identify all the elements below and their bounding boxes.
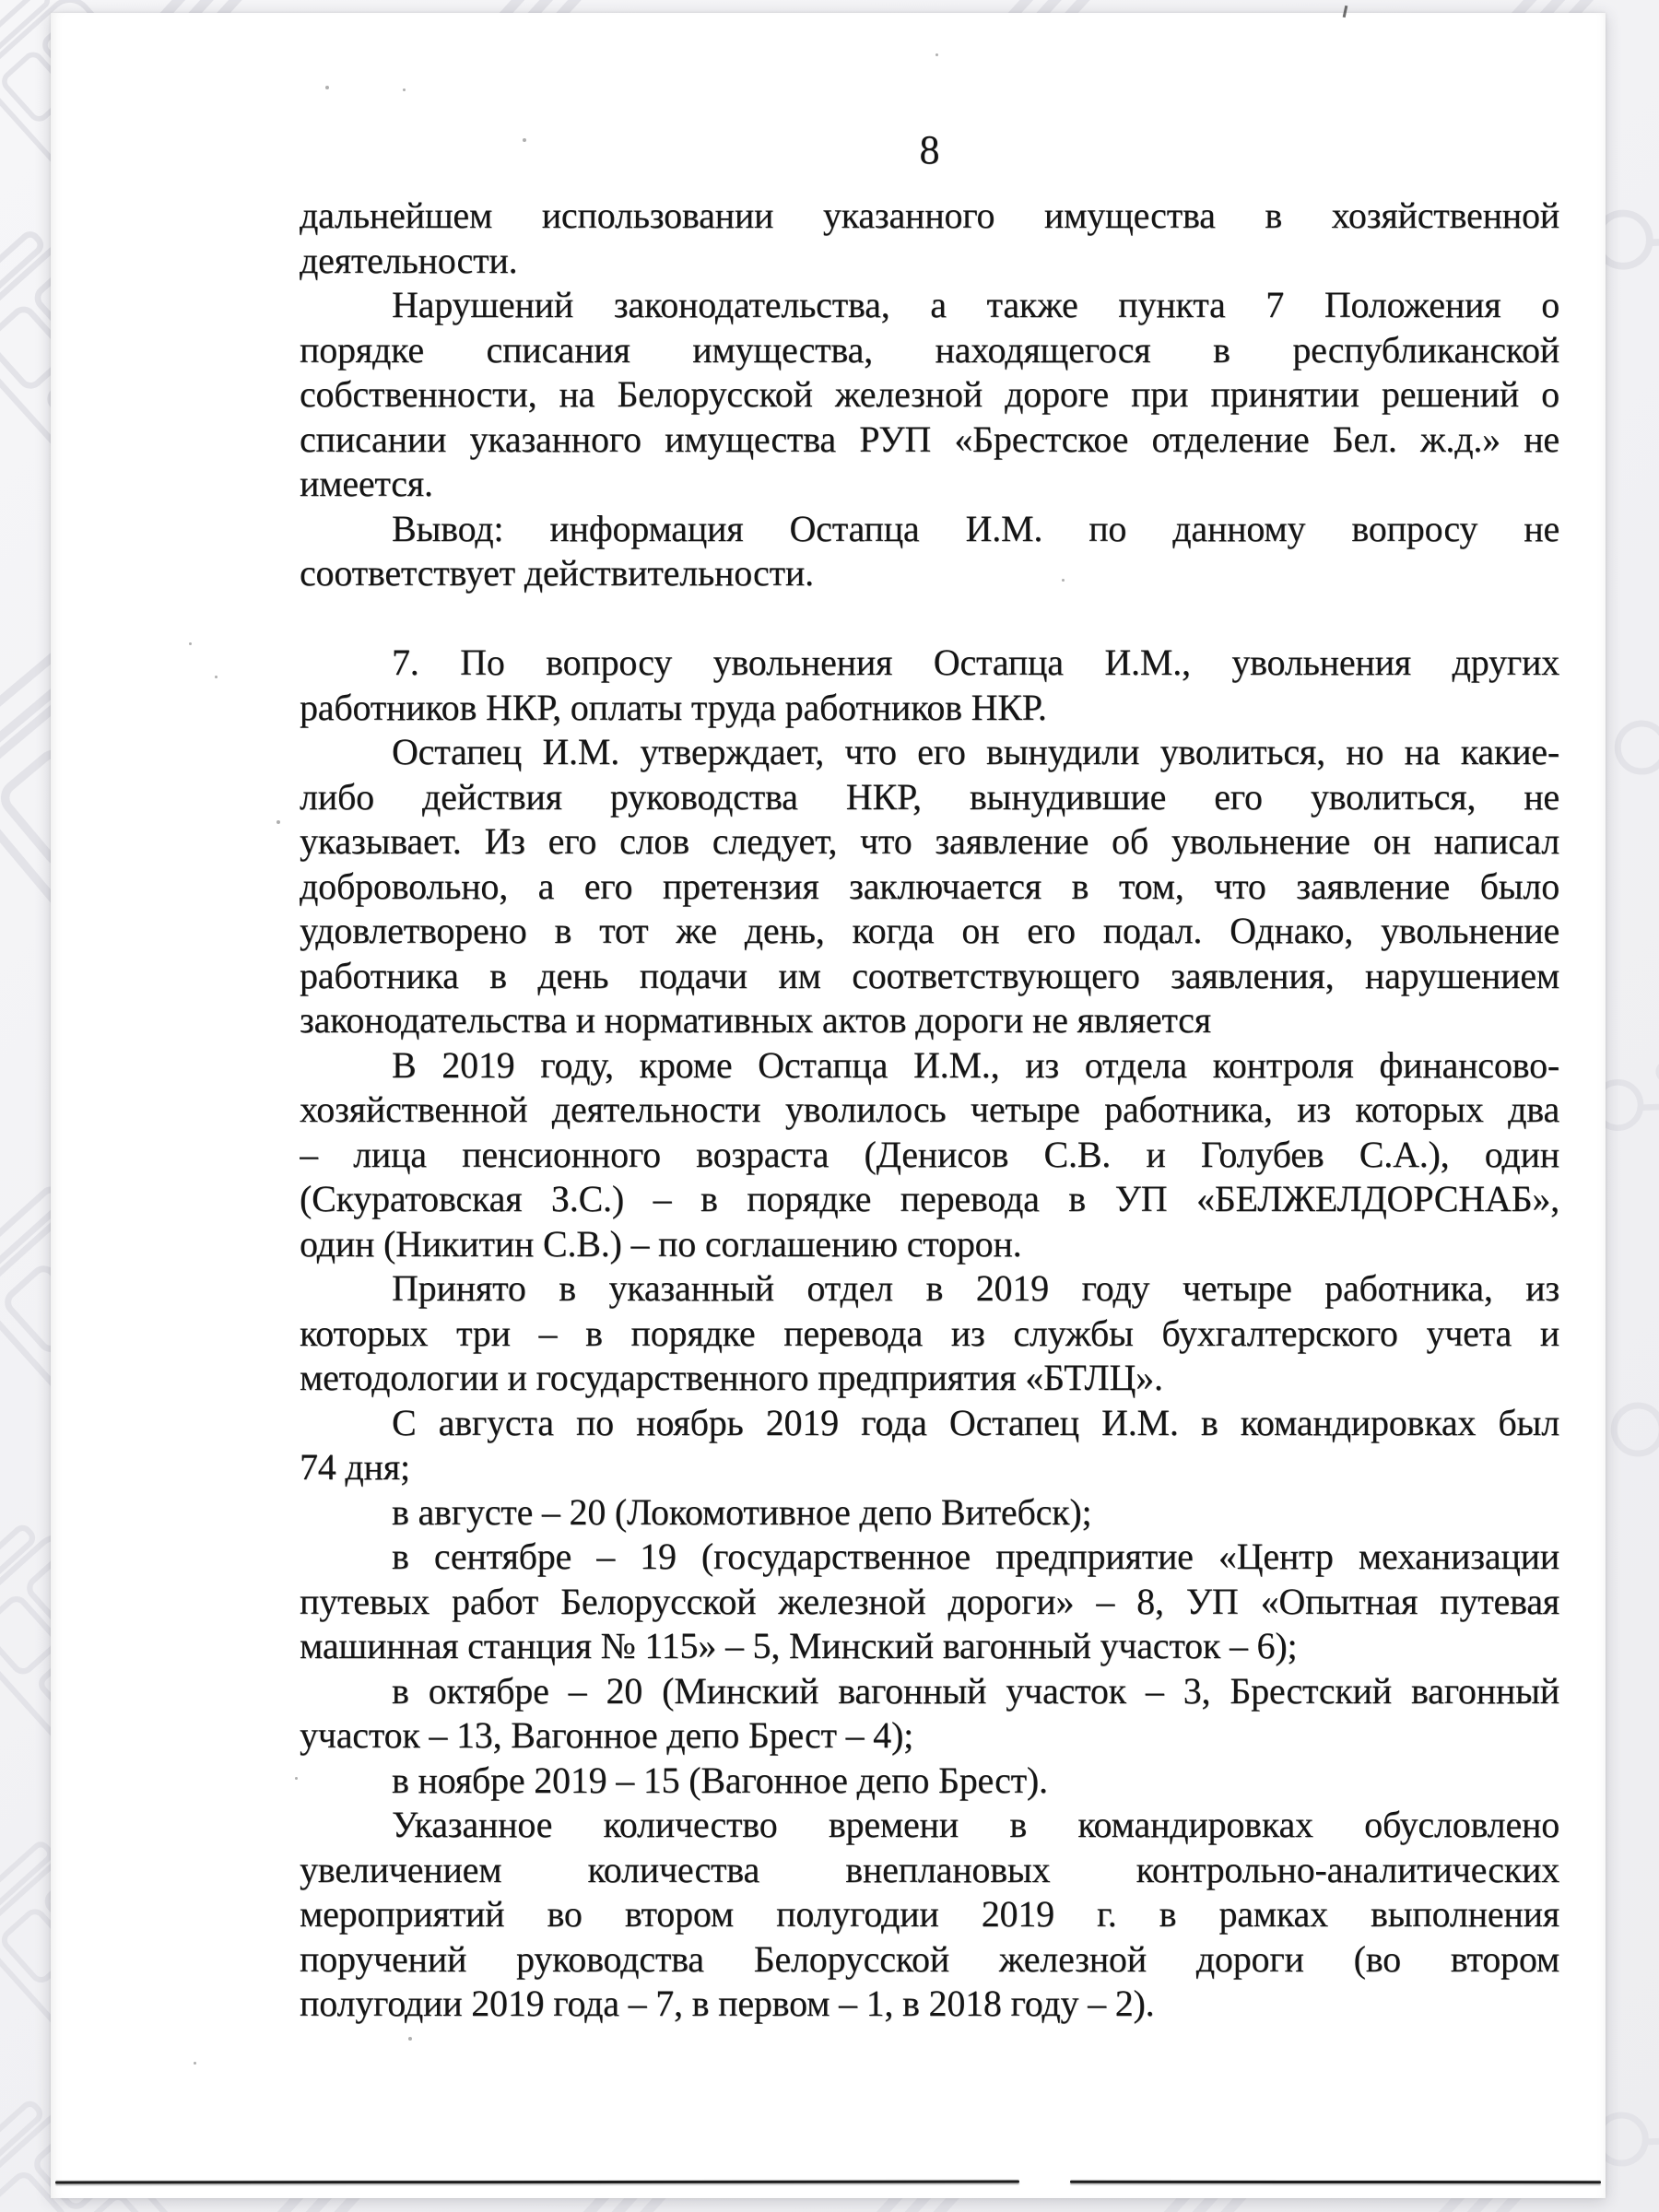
page-number: 8 bbox=[919, 127, 940, 172]
text-line: поручений руководства Белорусской железной дороги (во втором bbox=[300, 1937, 1559, 1980]
text-line: – лица пенсионного возраста (Денисов С.В. и Голубев С.А.), один bbox=[300, 1133, 1559, 1175]
paragraph bbox=[300, 1803, 1559, 2027]
scan-artifact-line bbox=[1070, 2181, 1601, 2183]
text-line: в октябре – 20 (Минский вагонный участок – 3, Брестский вагонный bbox=[392, 1669, 1559, 1712]
text-line: Вывод: информация Остапца И.М. по данному вопросу не bbox=[392, 507, 1559, 549]
document-text bbox=[300, 194, 1559, 2027]
text-line: С августа по ноябрь 2019 года Остапец И.М. в командировках был bbox=[392, 1401, 1559, 1443]
text-line: 74 дня; bbox=[300, 1446, 410, 1488]
text-line: в августе – 20 (Локомотивное депо Витебск); bbox=[392, 1490, 1092, 1533]
text-line: работника в день подачи им соответствующего заявления, нарушением bbox=[300, 954, 1559, 996]
text-line: Принято в указанный отдел в 2019 году четыре работника, из bbox=[392, 1267, 1559, 1309]
paragraph bbox=[300, 1266, 1559, 1401]
text-line: указывает. Из его слов следует, что заявление об увольнение он написал bbox=[300, 820, 1559, 862]
scan-speck bbox=[295, 1777, 298, 1780]
text-line: имеется. bbox=[300, 463, 433, 504]
text-line: хозяйственной деятельности уволилось четыре работника, из которых два bbox=[300, 1088, 1559, 1130]
text-line: один (Никитин С.В.) – по соглашению сторон. bbox=[300, 1222, 1022, 1265]
scan-speck bbox=[403, 88, 406, 91]
text-line: Указанное количество времени в командировках обусловлено bbox=[392, 1804, 1559, 1845]
page-content bbox=[300, 13, 1559, 2027]
scan-speck bbox=[215, 676, 218, 678]
text-line: работников НКР, оплаты труда работников НКР. bbox=[300, 686, 1047, 728]
scan-speck bbox=[325, 86, 329, 89]
paragraph bbox=[300, 730, 1559, 1043]
paragraph bbox=[300, 1535, 1559, 1669]
text-line: участок – 13, Вагонное депо Брест – 4); bbox=[300, 1714, 914, 1756]
text-line: увеличением количества внеплановых контрольно-аналитических bbox=[300, 1848, 1559, 1890]
train-watermark-icon bbox=[1605, 1288, 1659, 1613]
text-line: полугодии 2019 года – 7, в первом – 1, в 2018 году – 2). bbox=[300, 1983, 1155, 2024]
paragraph bbox=[300, 194, 1559, 283]
text-line: удовлетворено в тот же день, когда он его подал. Однако, увольнение bbox=[300, 910, 1559, 951]
text-line: В 2019 году, кроме Остапца И.М., из отдела контроля финансово- bbox=[392, 1043, 1559, 1086]
text-line: законодательства и нормативных актов дороги не является bbox=[300, 999, 1211, 1041]
text-line: дальнейшем использовании указанного имущества в хозяйственной bbox=[300, 194, 1559, 236]
text-line: списании указанного имущества РУП «Брестское отделение Бел. ж.д.» не bbox=[300, 418, 1559, 460]
paragraph bbox=[300, 283, 1559, 507]
text-line: либо действия руководства НКР, вынудившие его уволиться, не bbox=[300, 775, 1559, 818]
paragraph bbox=[300, 641, 1559, 730]
paragraph bbox=[300, 1759, 1559, 1804]
scan-speck bbox=[276, 820, 280, 824]
text-line: собственности, на Белорусской железной дороге при принятии решений о bbox=[300, 373, 1559, 415]
scan-speck bbox=[189, 642, 192, 645]
text-line: методологии и государственного предприятия «БТЛЦ». bbox=[300, 1357, 1163, 1398]
paragraph bbox=[300, 1043, 1559, 1267]
text-line: которых три – в порядке перевода из службы бухгалтерского учета и bbox=[300, 1312, 1559, 1354]
scan-artifact-line bbox=[55, 2181, 1019, 2184]
text-line: машинная станция № 115» – 5, Минский вагонный участок – 6); bbox=[300, 1625, 1298, 1666]
scan-speck bbox=[408, 2037, 412, 2041]
text-line: соответствует действительности. bbox=[300, 552, 814, 594]
paragraph bbox=[300, 1669, 1559, 1759]
text-line: Нарушений законодательства, а также пункта 7 Положения о bbox=[392, 284, 1559, 325]
text-line: в ноябре 2019 – 15 (Вагонное депо Брест). bbox=[392, 1759, 1048, 1801]
scan-speck bbox=[194, 2062, 196, 2065]
scanned-page bbox=[51, 13, 1606, 2198]
scan-speck bbox=[935, 53, 938, 56]
train-watermark-icon bbox=[1608, 606, 1659, 931]
scan-speck bbox=[523, 138, 526, 142]
text-line: Остапец И.М. утверждает, что его вынудили уволиться, но на какие- bbox=[392, 731, 1559, 772]
scan-speck bbox=[1062, 579, 1065, 582]
paragraph bbox=[300, 1401, 1559, 1490]
text-line: 7. По вопросу увольнения Остапца И.М., увольнения других bbox=[392, 641, 1559, 683]
text-line: порядке списания имущества, находящегося в республиканской bbox=[300, 328, 1559, 371]
text-line: добровольно, а его претензия заключается в том, что заявление было bbox=[300, 865, 1559, 907]
text-line: в сентябре – 19 (государственное предприятие «Центр механизации bbox=[392, 1535, 1559, 1577]
text-line: путевых работ Белорусской железной дороги» – 8, УП «Опытная путевая bbox=[300, 1580, 1559, 1622]
text-line: (Скуратовская З.С.) – в порядке перевода в УП «БЕЛЖЕЛДОРСНАБ», bbox=[300, 1178, 1559, 1219]
text-line: мероприятий во втором полугодии 2019 г. в рамках выполнения bbox=[300, 1893, 1559, 1935]
text-line: деятельности. bbox=[300, 239, 518, 281]
paragraph bbox=[300, 1490, 1559, 1535]
paragraph bbox=[300, 507, 1559, 596]
